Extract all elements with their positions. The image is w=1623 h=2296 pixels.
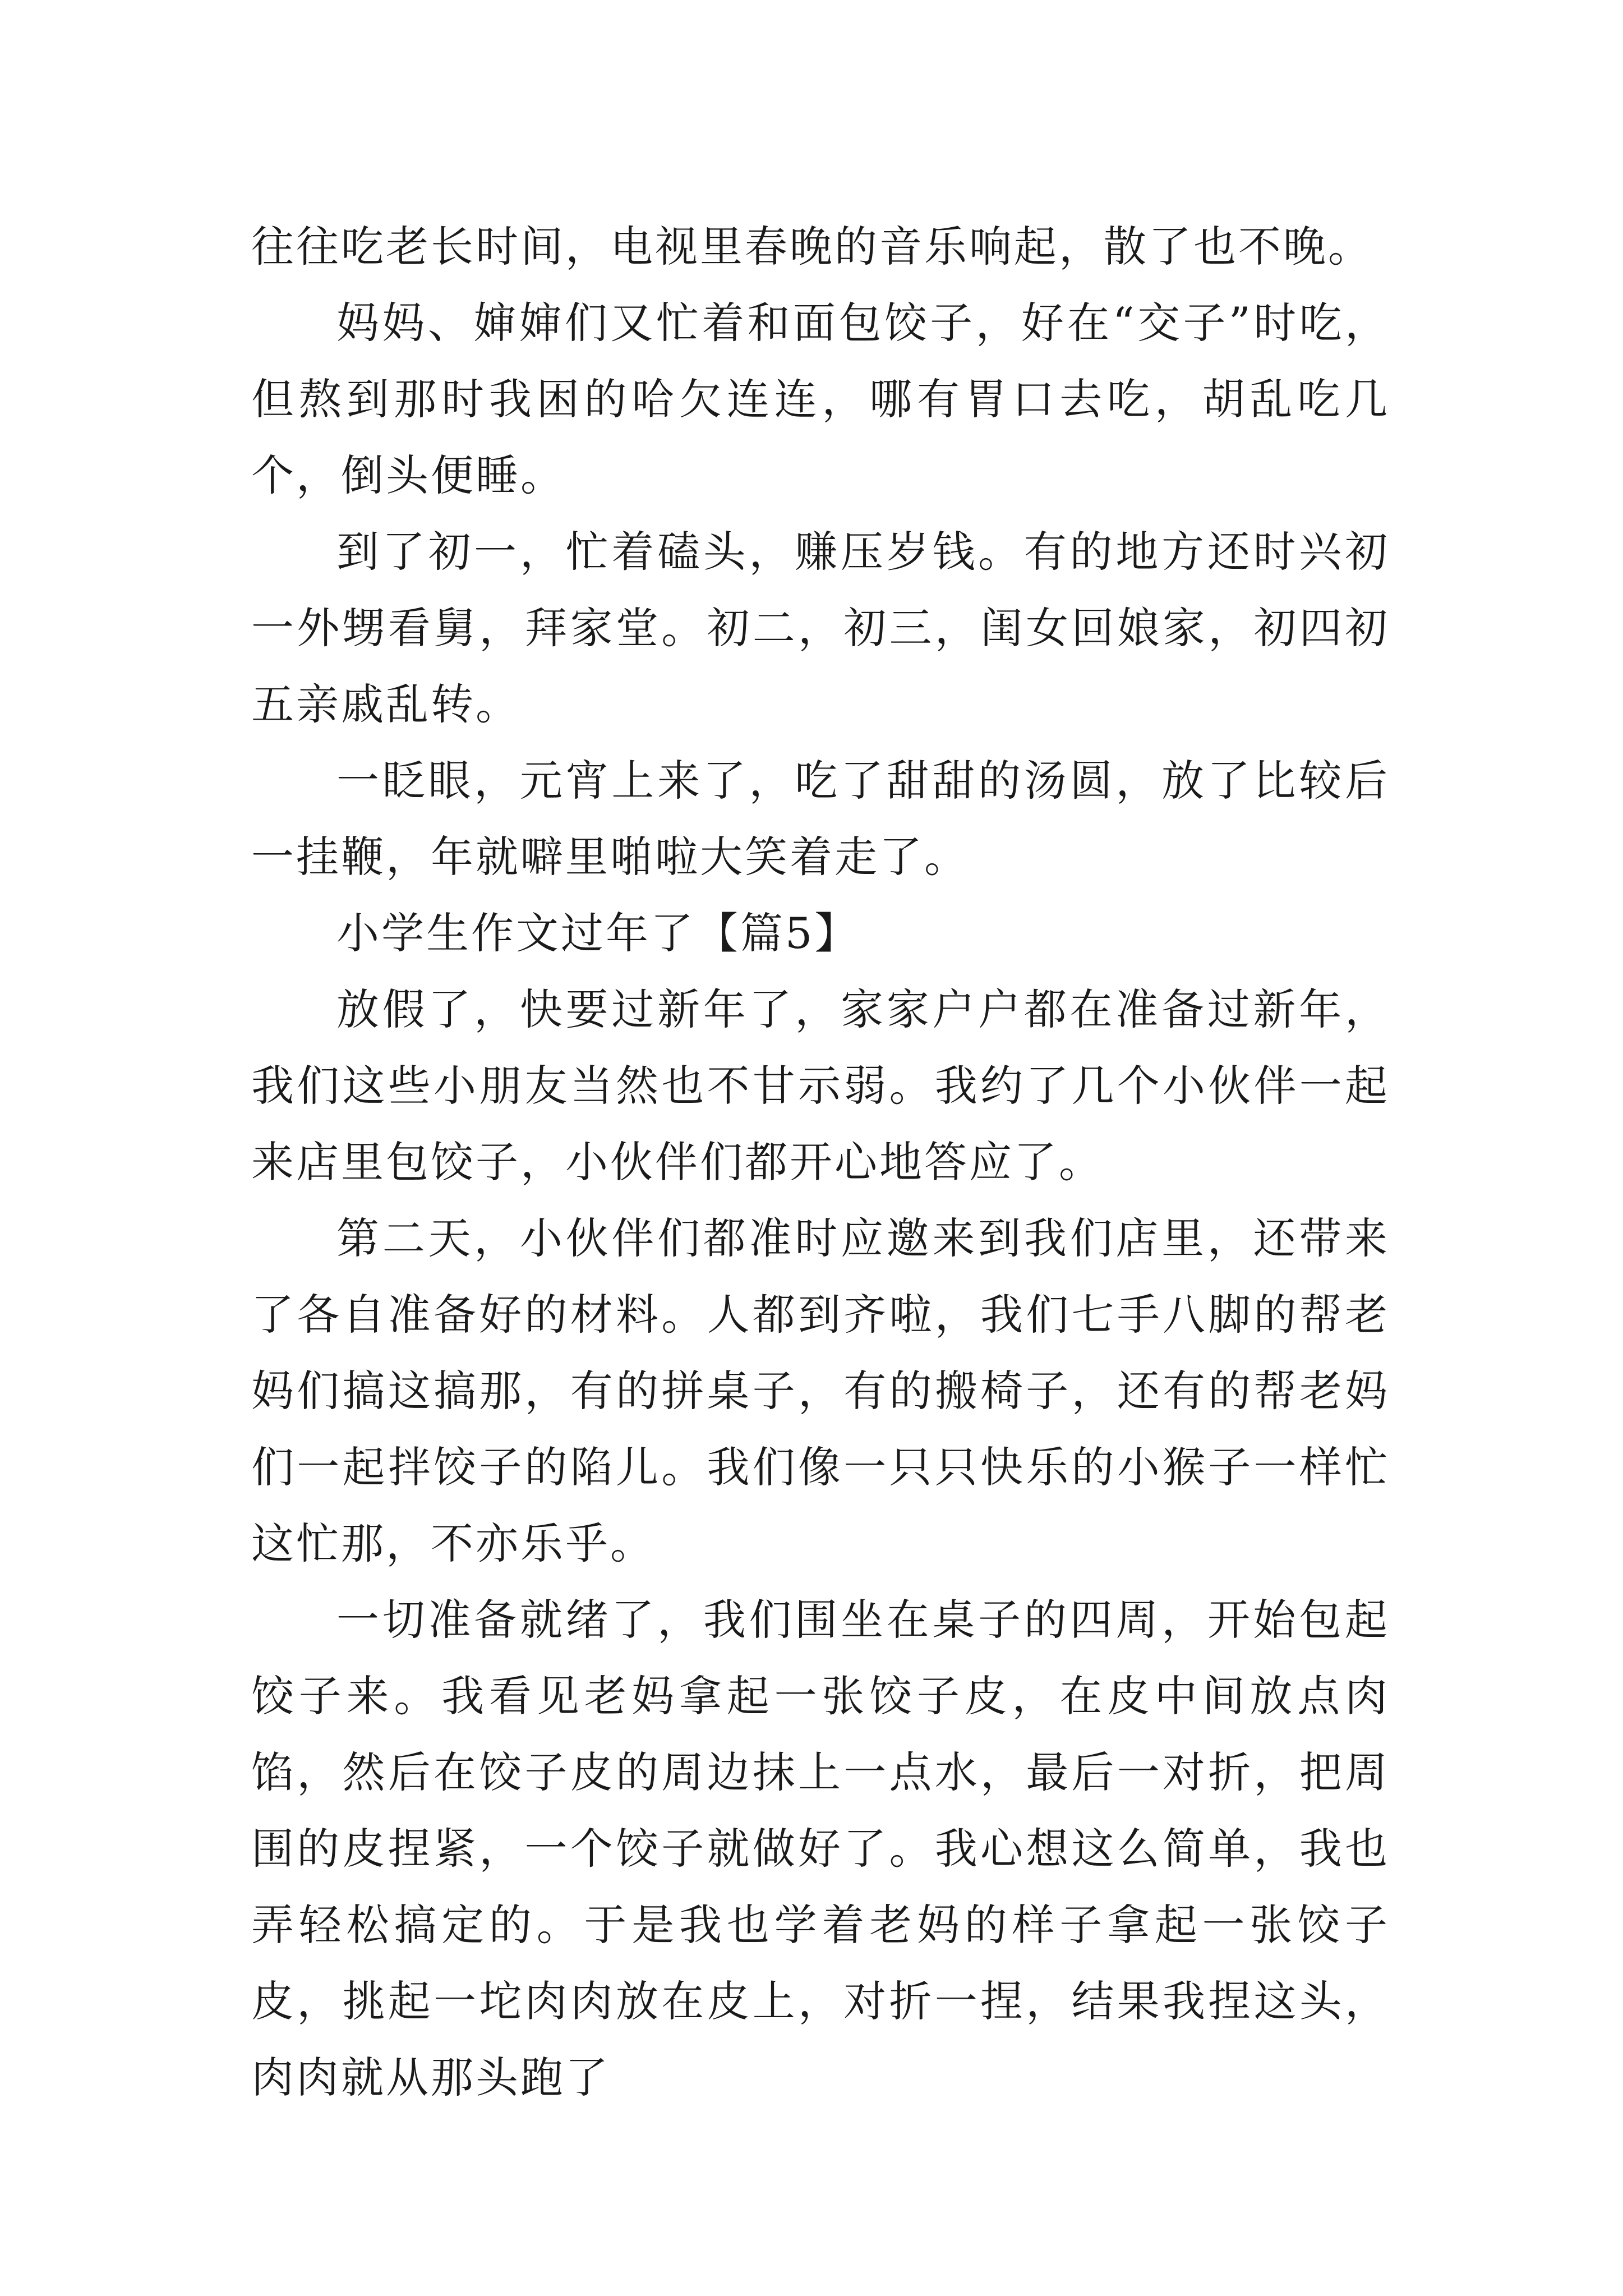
paragraph: 第二天，小伙伴们都准时应邀来到我们店里，还带来了各自准备好的材料。人都到齐啦，我们七手八脚的帮老妈们搞这搞那，有的拼桌子，有的搬椅子，还有的帮老妈们一起拌饺子的陷儿。我们像一只只快乐的小猴子一样忙这忙那，不亦乐乎。 <box>251 1213 1390 1568</box>
continuation-paragraph: 往往吃老长时间，电视里春晚的音乐响起，散了也不晚。 <box>251 222 1373 272</box>
paragraph: 妈妈、婶婶们又忙着和面包饺子，好在“交子”时吃，但熬到那时我困的哈欠连连，哪有胃口去吃，胡乱吃几个，倒头便睡。 <box>251 298 1390 500</box>
section-heading: 小学生作文过年了【篇5】 <box>336 908 860 958</box>
paragraph: 一切准备就绪了，我们围坐在桌子的四周，开始包起饺子来。我看见老妈拿起一张饺子皮，在皮中间放点肉馅，然后在饺子皮的周边抹上一点水，最后一对折，把周围的皮捏紧，一个饺子就做好了。我心想这么简单，我也弄轻松搞定的。于是我也学着老妈的样子拿起一张饺子皮，挑起一坨肉肉放在皮上，对折一捏，结果我捏这头，肉肉就从那头跑了 <box>251 1595 1390 2102</box>
paragraph: 一眨眼，元宵上来了，吃了甜甜的汤圆，放了比较后一挂鞭，年就噼里啪啦大笑着走了。 <box>251 756 1390 882</box>
paragraph: 到了初一，忙着磕头，赚压岁钱。有的地方还时兴初一外甥看舅，拜家堂。初二，初三，闺女回娘家，初四初五亲戚乱转。 <box>251 527 1390 729</box>
document-body <box>251 209 1390 2116</box>
paragraph: 放假了，快要过新年了，家家户户都在准备过新年，我们这些小朋友当然也不甘示弱。我约了几个小伙伴一起来店里包饺子，小伙伴们都开心地答应了。 <box>251 984 1390 1187</box>
